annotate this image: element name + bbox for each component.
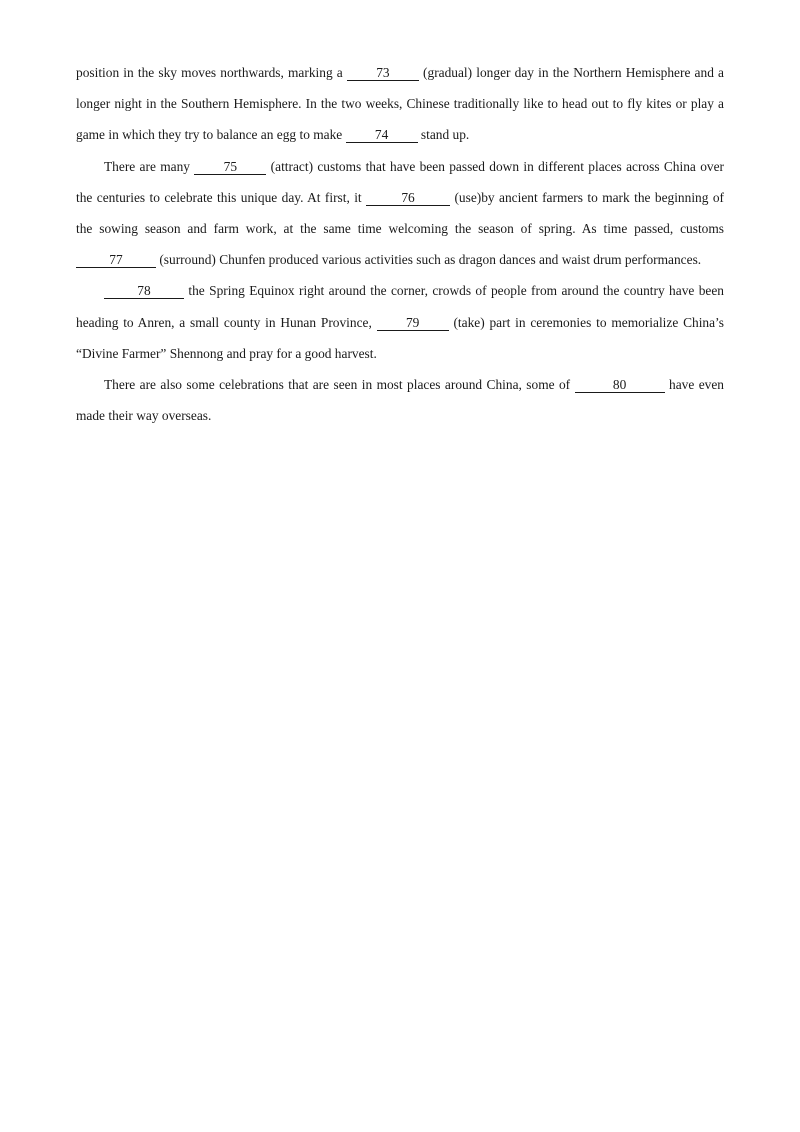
answer-blank-78[interactable]: 78: [104, 284, 184, 299]
paragraph: [76, 151, 724, 276]
text-segment: (take) part in ceremonies to memorialize China’s “Divine Farmer” Shennong and pray for a good harvest.: [76, 314, 724, 361]
paragraph: [76, 275, 724, 369]
text-segment: There are many: [104, 158, 195, 174]
answer-blank-75[interactable]: 75: [194, 160, 266, 175]
text-segment: stand up.: [417, 127, 470, 143]
exercise-text: [76, 57, 724, 431]
answer-blank-76[interactable]: 76: [366, 191, 450, 206]
answer-blank-77[interactable]: 77: [76, 253, 156, 268]
text-segment: (surround) Chunfen produced various activities such as dragon dances and waist drum performances.: [156, 252, 702, 268]
text-segment: position in the sky moves northwards, marking a: [76, 65, 347, 80]
answer-blank-74[interactable]: 74: [346, 128, 418, 143]
answer-blank-80[interactable]: 80: [575, 378, 665, 393]
text-segment: (gradual) longer day in the Northern Hemisphere and a longer night in the Southern Hemisphere. In the two weeks, Chinese traditionally like to head out to fly kites or play a game in which they try to balance an egg to make: [76, 65, 724, 143]
text-segment: (attract) customs that have been passed down in different places across China over the centuries to celebrate this unique day. At first, it: [76, 158, 724, 205]
answer-blank-73[interactable]: 73: [347, 66, 419, 81]
answer-blank-79[interactable]: 79: [377, 316, 449, 331]
text-segment: have even made their way overseas.: [76, 377, 724, 424]
text-segment: There are also some celebrations that are seen in most places around China, some of: [104, 377, 575, 393]
text-segment: (use)by ancient farmers to mark the beginning of the sowing season and farm work, at the same time welcoming the season of spring. As time passed, customs: [76, 189, 724, 237]
paragraph: [76, 369, 724, 431]
paragraph: [76, 57, 724, 151]
text-segment: the Spring Equinox right around the corner, crowds of people from around the country have been heading to Anren, a small county in Hunan Province,: [76, 283, 724, 330]
